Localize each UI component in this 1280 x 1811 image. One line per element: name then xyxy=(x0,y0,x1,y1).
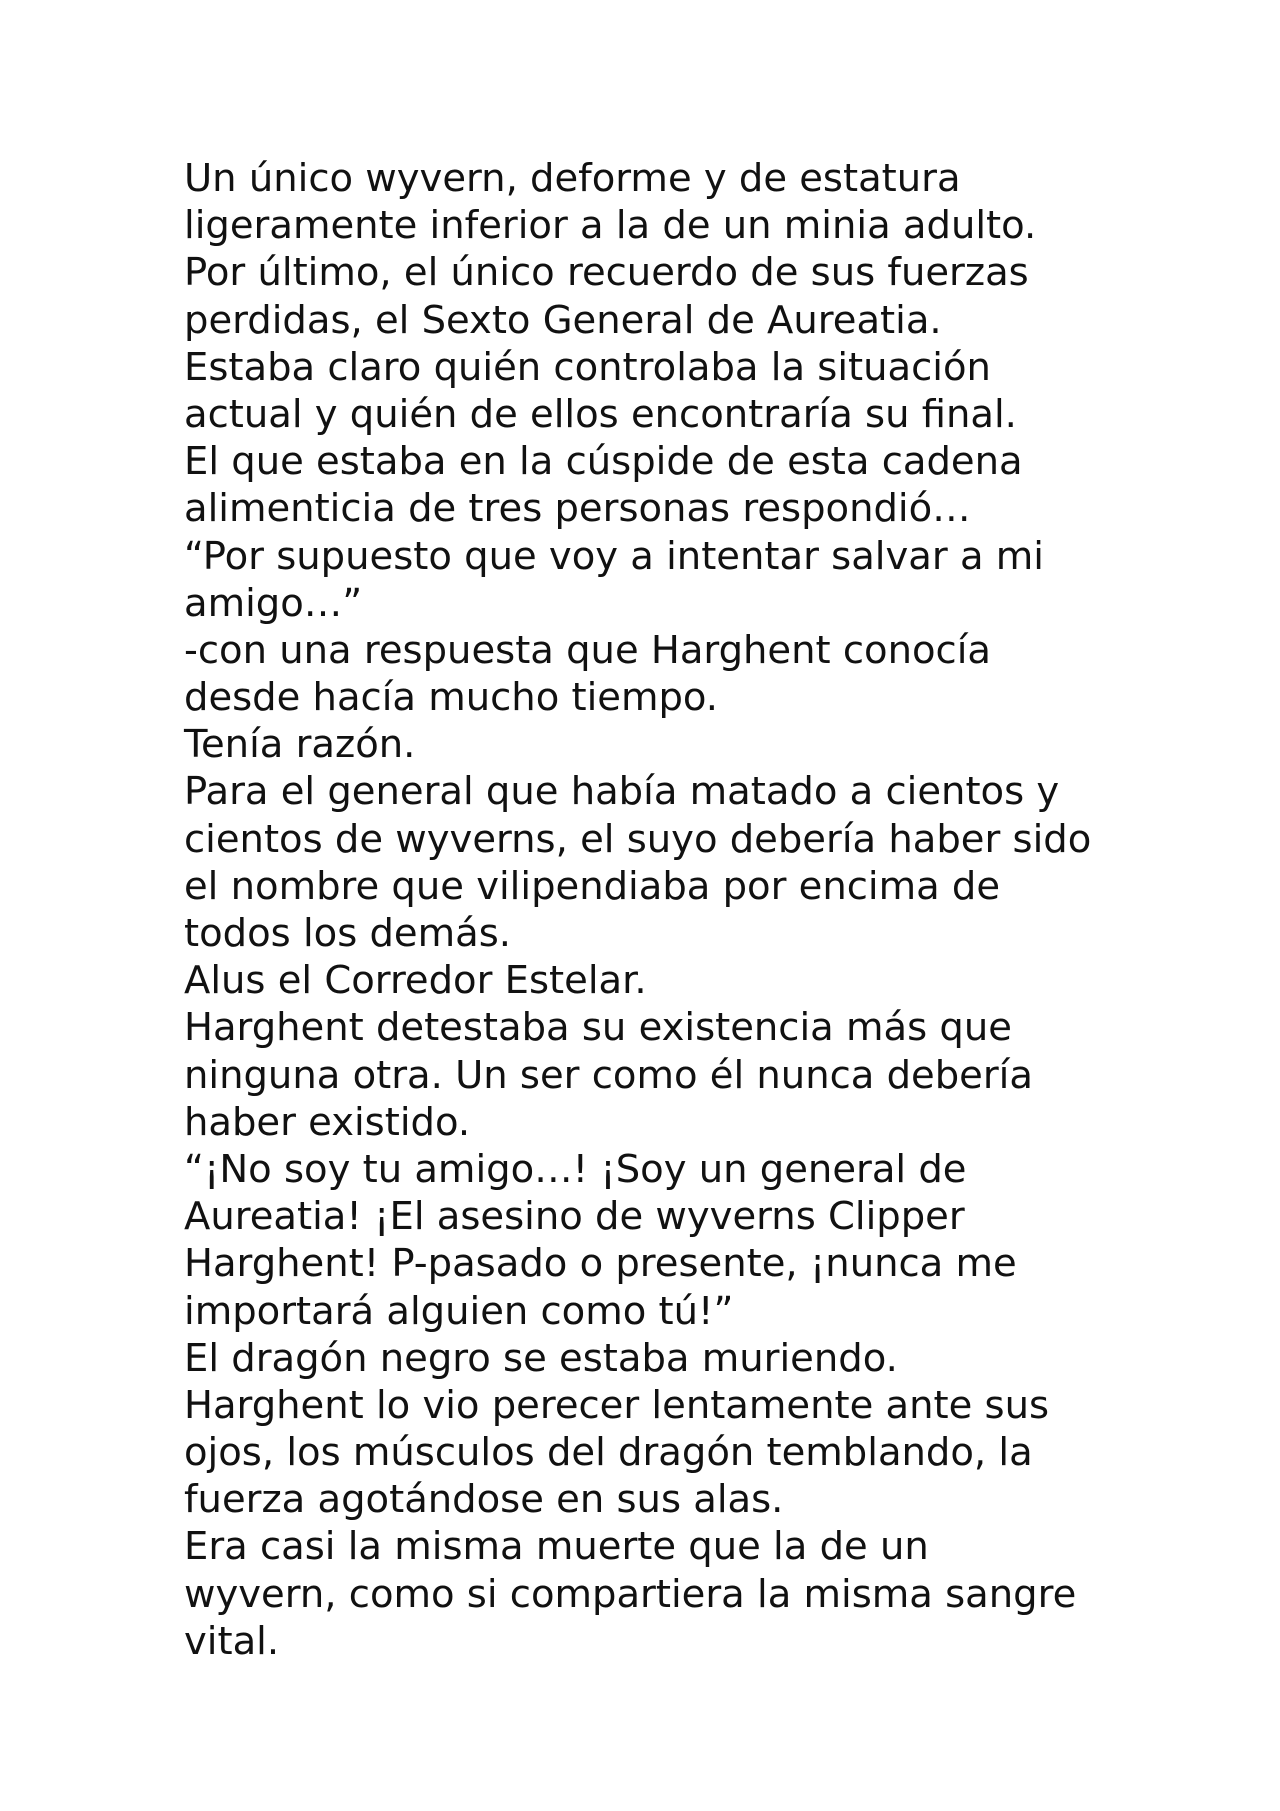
text-line: importará alguien como tú!” xyxy=(184,1288,734,1334)
text-line: Harghent detestaba su existencia más que xyxy=(184,1005,1012,1051)
text-line: Por último, el único recuerdo de sus fuerzas xyxy=(184,250,1029,296)
text-line: ligeramente inferior a la de un minia adulto. xyxy=(184,203,1037,249)
text-line: vital. xyxy=(184,1618,280,1664)
text-line: wyvern, como si compartiera la misma sangre xyxy=(184,1571,1077,1617)
text-line: Era casi la misma muerte que la de un xyxy=(184,1524,929,1570)
text-line: amigo…” xyxy=(184,580,363,626)
text-line: Alus el Corredor Estelar. xyxy=(184,958,647,1004)
text-line: Un único wyvern, deforme y de estatura xyxy=(184,156,961,201)
text-line: -con una respuesta que Harghent conocía xyxy=(184,627,991,673)
text-line: Aureatia! ¡El asesino de wyverns Clipper xyxy=(184,1194,965,1240)
text-line: haber existido. xyxy=(184,1099,471,1145)
text-line: “Por supuesto que voy a intentar salvar a mi xyxy=(184,533,1044,579)
text-line: perdidas, el Sexto General de Aureatia. xyxy=(184,297,942,343)
text-line: “¡No soy tu amigo…! ¡Soy un general de xyxy=(184,1146,967,1192)
text-line: actual y quién de ellos encontraría su final. xyxy=(184,391,1017,437)
text-line: Harghent lo vio perecer lentamente ante sus xyxy=(184,1382,1050,1428)
text-line: Harghent! P-pasado o presente, ¡nunca me xyxy=(184,1241,1017,1287)
text-line: El dragón negro se estaba muriendo. xyxy=(184,1335,898,1381)
text-line: fuerza agotándose en sus alas. xyxy=(184,1477,784,1523)
text-line: Tenía razón. xyxy=(184,722,416,768)
text-line: ninguna otra. Un ser como él nunca debería xyxy=(184,1052,1033,1098)
text-line: desde hacía mucho tiempo. xyxy=(184,675,719,721)
text-line: todos los demás. xyxy=(184,911,512,956)
body-text xyxy=(184,155,1184,1665)
text-line: Estaba claro quién controlaba la situación xyxy=(184,344,991,390)
text-line: Para el general que había matado a cientos y xyxy=(184,769,1060,815)
text-line: El que estaba en la cúspide de esta cadena xyxy=(184,439,1023,485)
text-line: el nombre que vilipendiaba por encima de xyxy=(184,863,1001,909)
text-line: ojos, los músculos del dragón temblando, la xyxy=(184,1430,1033,1476)
text-line: cientos de wyverns, el suyo debería haber sido xyxy=(184,816,1092,862)
text-line: alimenticia de tres personas respondió… xyxy=(184,486,971,532)
